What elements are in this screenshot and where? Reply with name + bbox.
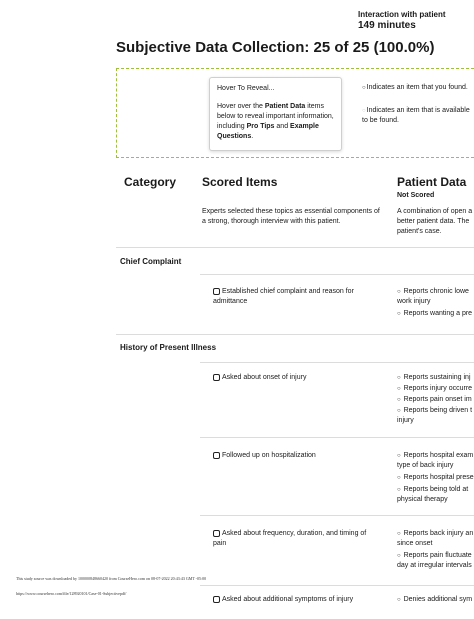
patient-data-cell [397,595,474,605]
patient-data-item[interactable]: ○ Reports being driven t [397,407,473,414]
checkbox-icon[interactable] [213,452,220,459]
source-url: https://www.coursehero.com/file/128920101/Case-01-Subjectivepdf/ [16,591,127,596]
available-dot-icon: ○ [362,108,366,114]
checkbox-icon[interactable] [213,596,220,603]
divider [200,585,474,586]
patient-data-item[interactable]: ○ Reports chronic lowe [397,288,469,295]
scored-items-description: Experts selected these topics as essential components of a strong, thorough interview with this patient. [202,208,380,225]
divider [200,515,474,516]
category-history-of-present-illness: History of Present Illness [120,343,217,352]
patient-data-item[interactable]: ○ Denies additional sym [397,596,473,603]
patient-data-item[interactable]: ○ Reports pain onset im [397,396,472,403]
divider [200,437,474,438]
column-header-scored-items: Scored Items [202,175,278,189]
interaction-label: Interaction with patient [358,10,446,19]
divider [116,247,474,248]
patient-data-item[interactable]: ○ Reports back injury an [397,530,474,537]
scored-item[interactable]: Followed up on hospitalization [213,451,378,461]
patient-data-item[interactable]: ○ Reports sustaining inj [397,374,471,381]
patient-data-cell: ○ Reports sustaining inj ○ Reports injury occurre ○ Reports pain onset im ○ Reports being driven t injury [397,374,473,424]
patient-data-cell: ○ Reports chronic lowe work injury ○ Reports wanting a pre [397,288,473,317]
patient-data-item[interactable]: ○ Reports injury occurre [397,385,473,392]
legend-available: ○Indicates an item that is available to be found. [362,107,470,124]
found-dot-icon: ○ [362,85,366,91]
checkbox-icon[interactable] [213,288,220,295]
patient-data-item[interactable]: ○ Reports hospital prese [397,474,474,481]
download-notice: This study source was downloaded by 100000848660420 from CourseHero.com on 08-07-2022 20:43:43 GMT -05:00 [16,576,207,581]
legend-found: ○Indicates an item that you found. [362,84,468,91]
scored-item[interactable]: Asked about frequency, duration, and timing of pain [213,530,367,547]
patient-data-description: A combination of open a better patient data. The patient's case. [397,208,473,235]
interaction-duration: 149 minutes [358,20,416,31]
patient-data-cell: ○ Reports hospital exam type of back injury ○ Reports hospital prese ○ Reports being told at physical therapy [397,452,474,503]
not-scored-label: Not Scored [397,192,435,199]
page-title: Subjective Data Collection: 25 of 25 (100.0%) [116,39,435,56]
category-chief-complaint: Chief Complaint [120,257,182,266]
divider [116,334,474,335]
patient-data-item[interactable]: ○ Reports being told at [397,486,469,493]
scored-item[interactable]: Asked about additional symptoms of injury [213,595,378,605]
scored-item[interactable]: Asked about onset of injury [213,373,378,383]
column-header-category: Category [124,175,177,189]
column-header-patient-data: Patient Data [397,175,467,189]
hover-to-reveal-card [209,77,342,151]
patient-data-item[interactable]: ○ Reports wanting a pre [397,310,473,317]
checkbox-icon[interactable] [213,374,220,381]
patient-data-cell: ○ Reports back injury an since onset ○ Reports pain fluctuate day at irregular intervals [397,530,474,569]
divider [200,362,474,363]
patient-data-item[interactable]: ○ Reports pain fluctuate [397,552,472,559]
divider [200,274,474,275]
hover-card-title: Hover To Reveal... [217,85,275,92]
patient-data-item[interactable]: ○ Reports hospital exam [397,452,474,459]
checkbox-icon[interactable] [213,530,220,537]
hover-card-text: Hover over the Patient Data items below to reveal important information, including Pro Tips and Example Questions. [217,103,334,140]
scored-item[interactable]: Established chief complaint and reason for admittance [213,288,354,305]
